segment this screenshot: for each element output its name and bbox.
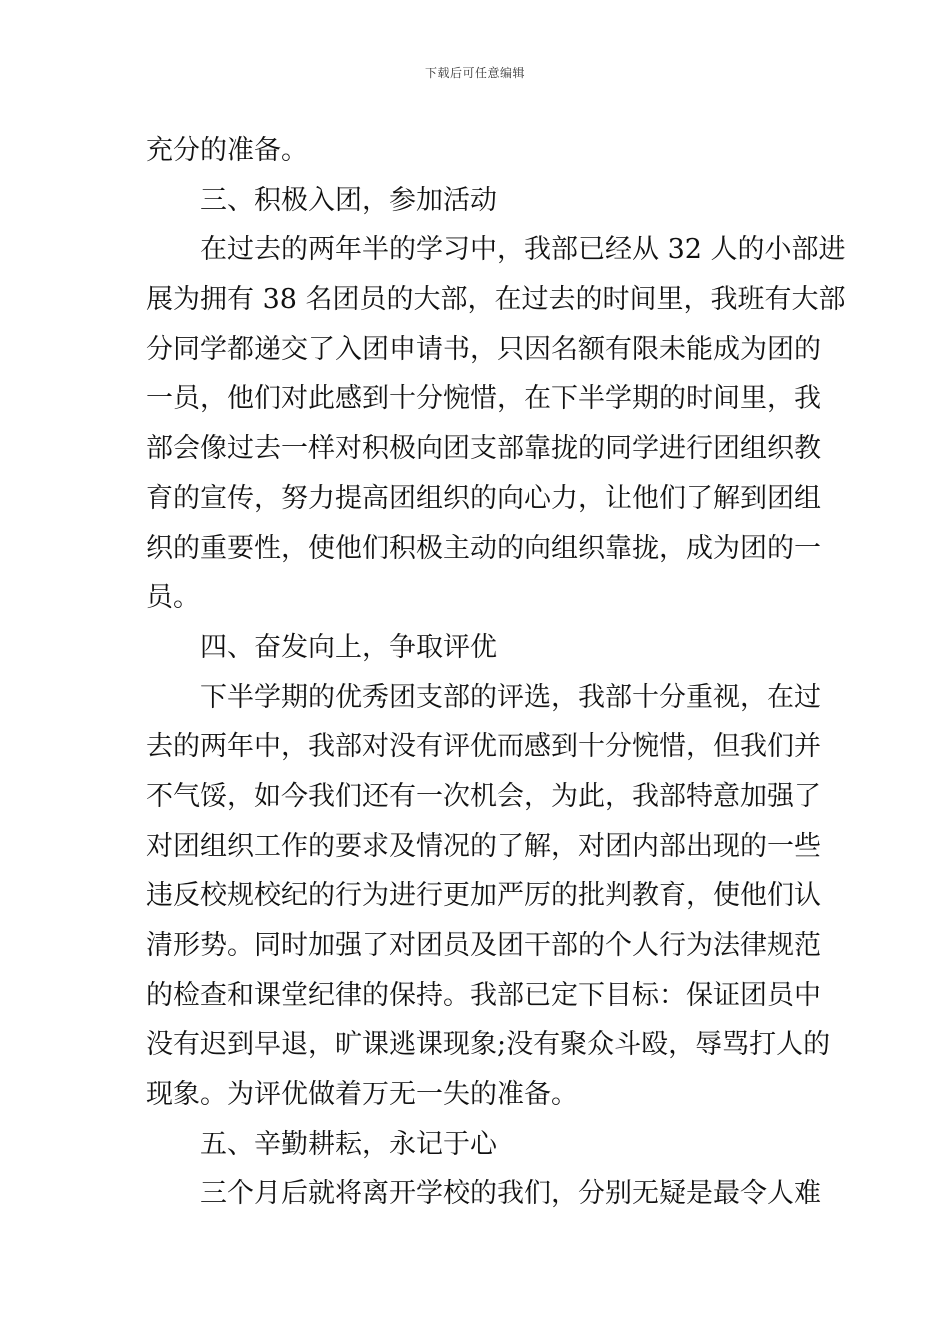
page-header: 下载后可任意编辑 [424, 66, 525, 80]
text-line: 员。 [146, 582, 200, 614]
text-line: 的检查和课堂纪律的保持。我部已定下目标：保证团员中 [146, 979, 821, 1011]
text-line: 三个月后就将离开学校的我们，分别无疑是最令人难 [200, 1178, 821, 1210]
section-heading: 四、奋发向上，争取评优 [200, 631, 497, 663]
text-line: 织的重要性，使他们积极主动的向组织靠拢，成为团的一 [146, 532, 821, 564]
text-line: 育的宣传，努力提高团组织的向心力，让他们了解到团组 [146, 482, 821, 514]
text-line: 清形势。同时加强了对团员及团干部的个人行为法律规范 [146, 930, 821, 961]
text-line: 下半学期的优秀团支部的评选，我部十分重视，在过 [200, 681, 821, 713]
text-line: 没有迟到早退，旷课逃课现象;没有聚众斗殴，辱骂打人的 [146, 1029, 831, 1061]
document-body [146, 126, 846, 1219]
text-line: 对团组织工作的要求及情况的了解，对团内部出现的一些 [146, 830, 821, 862]
text-line: 在过去的两年半的学习中，我部已经从 32 人的小部进 [200, 234, 846, 266]
text-line: 违反校规校纪的行为进行更加严厉的批判教育，使他们认 [146, 880, 821, 912]
text-line: 充分的准备。 [146, 135, 308, 166]
section-heading: 三、积极入团，参加活动 [200, 184, 497, 216]
text-line: 展为拥有 38 名团员的大部，在过去的时间里，我班有大部 [146, 284, 846, 316]
text-line: 现象。为评优做着万无一失的准备。 [146, 1079, 578, 1111]
text-line: 分同学都递交了入团申请书，只因名额有限未能成为团的 [146, 333, 821, 365]
section-heading: 五、辛勤耕耘，永记于心 [200, 1128, 497, 1160]
text-line: 部会像过去一样对积极向团支部靠拢的同学进行团组织教 [146, 433, 821, 465]
text-line: 一员，他们对此感到十分惋惜，在下半学期的时间里，我 [146, 383, 821, 415]
text-line: 不气馁，如今我们还有一次机会，为此，我部特意加强了 [146, 780, 821, 812]
text-line: 去的两年中，我部对没有评优而感到十分惋惜，但我们并 [146, 731, 821, 763]
